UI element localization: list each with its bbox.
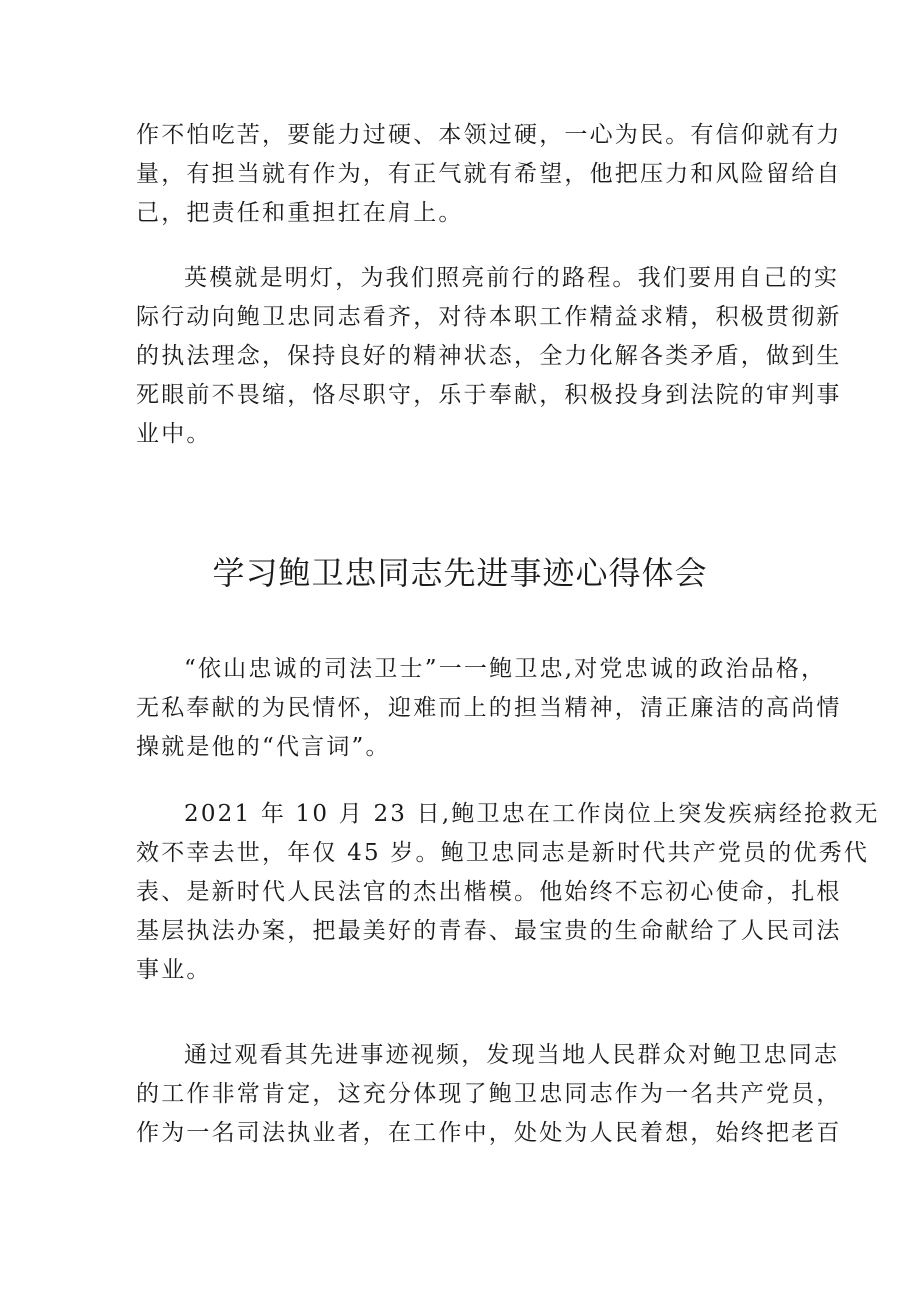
text-line: 的执法理念，保持良好的精神状态，全力化解各类矛盾，做到生: [136, 343, 842, 369]
text-line: 无私奉献的为民情怀，迎难而上的担当精神，清正廉洁的高尚情: [136, 695, 842, 721]
text-line: 业中。: [136, 421, 212, 447]
paragraph-role-models: [136, 259, 842, 454]
text-line: 事业。: [136, 957, 212, 983]
text-line: 死眼前不畏缩，恪尽职守，乐于奉献，积极投身到法院的审判事: [136, 382, 842, 408]
text-line: 表、是新时代人民法官的杰出楷模。他始终不忘初心使命，扎根: [136, 879, 842, 905]
text-line: 通过观看其先进事迹视频，发现当地人民群众对鲍卫忠同志: [184, 1042, 840, 1068]
paragraph-video: [136, 1036, 842, 1153]
text-line: 操就是他的“代言词”。: [136, 734, 391, 760]
text-line: 作为一名司法执业者，在工作中，处处为人民着想，始终把老百: [136, 1120, 842, 1146]
text-line: “依山忠诚的司法卫士”一一鲍卫忠,对党忠诚的政治品格，: [184, 656, 827, 682]
paragraph-death: [136, 795, 880, 990]
text-line: 英模就是明灯，为我们照亮前行的路程。我们要用自己的实: [184, 265, 840, 291]
paragraph-continuation: [136, 116, 842, 233]
text-line: 的工作非常肯定，这充分体现了鲍卫忠同志作为一名共产党员，: [136, 1081, 842, 1107]
text-line: 效不幸去世，年仅 45 岁。鲍卫忠同志是新时代共产党员的优秀代: [136, 840, 870, 866]
text-line: 作不怕吃苦，要能力过硬、本领过硬，一心为民。有信仰就有力: [136, 122, 842, 148]
document-title: 学习鲍卫忠同志先进事迹心得体会: [212, 554, 708, 592]
text-line: 己，把责任和重担扛在肩上。: [136, 200, 464, 226]
text-line: 际行动向鲍卫忠同志看齐，对待本职工作精益求精，积极贯彻新: [136, 304, 842, 330]
text-line: 2021 年 10 月 23 日,鲍卫忠在工作岗位上突发疾病经抢救无: [184, 801, 880, 827]
text-line: 基层执法办案，把最美好的青春、最宝贵的生命献给了人民司法: [136, 918, 842, 944]
text-line: 量，有担当就有作为，有正气就有希望，他把压力和风险留给自: [136, 161, 842, 187]
paragraph-intro: [136, 650, 842, 767]
